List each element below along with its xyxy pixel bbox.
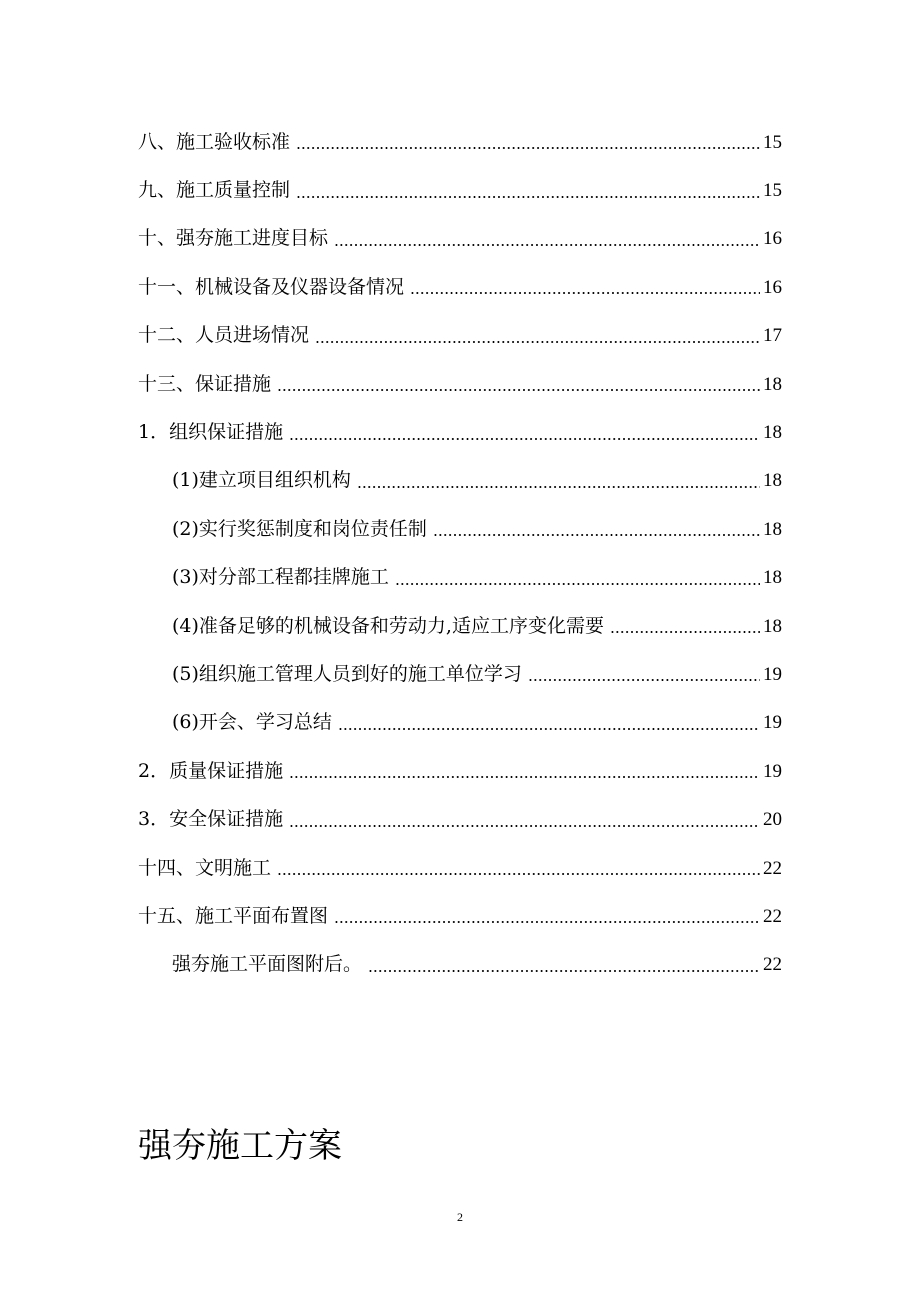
toc-entry[interactable] — [138, 118, 782, 166]
toc-leader-dots — [357, 486, 760, 488]
toc-entry-page: 16 — [763, 228, 782, 250]
toc-subentry[interactable] — [138, 602, 782, 650]
page-number: 2 — [457, 1210, 463, 1224]
toc-entry-title: 十五、施工平面布置图 — [138, 904, 329, 927]
toc-entry-page: 15 — [763, 131, 782, 153]
toc-entry[interactable] — [138, 892, 782, 940]
toc-entry-title: 八、施工验收标准 — [138, 130, 291, 153]
toc-subentry[interactable] — [138, 554, 782, 602]
toc-entry[interactable] — [138, 360, 782, 408]
toc-leader-dots — [289, 825, 760, 827]
toc-entry-title: (3)对分部工程都挂牌施工 — [172, 566, 389, 589]
toc-subentry[interactable] — [138, 699, 782, 747]
toc-entry-page: 18 — [763, 373, 782, 395]
toc-entry[interactable] — [138, 747, 782, 795]
toc-leader-dots — [296, 147, 760, 149]
toc-entry[interactable] — [138, 408, 782, 456]
toc-subentry[interactable] — [138, 941, 782, 989]
table-of-contents — [138, 118, 782, 989]
toc-entry-title: 2．质量保证措施 — [138, 759, 284, 782]
toc-entry[interactable] — [138, 312, 782, 360]
toc-leader-dots — [289, 776, 760, 778]
toc-entry-page: 18 — [763, 470, 782, 492]
toc-leader-dots — [528, 679, 760, 681]
toc-entry-page: 18 — [763, 422, 782, 444]
toc-leader-dots — [338, 728, 760, 730]
toc-entry-title: (5)组织施工管理人员到好的施工单位学习 — [172, 662, 522, 685]
toc-entry-page: 18 — [763, 518, 782, 540]
toc-leader-dots — [289, 438, 760, 440]
toc-leader-dots — [334, 921, 760, 923]
toc-subentry[interactable] — [138, 505, 782, 553]
toc-entry-page: 22 — [763, 954, 782, 976]
toc-subentry[interactable] — [138, 457, 782, 505]
toc-entry-title: (1)建立项目组织机构 — [172, 469, 351, 492]
toc-entry-page: 20 — [763, 809, 782, 831]
toc-entry-page: 18 — [763, 615, 782, 637]
toc-leader-dots — [277, 389, 760, 391]
toc-entry-page: 22 — [763, 857, 782, 879]
toc-entry-title: 十二、人员进场情况 — [138, 324, 310, 347]
toc-entry[interactable] — [138, 215, 782, 263]
toc-entry[interactable] — [138, 166, 782, 214]
toc-entry[interactable] — [138, 263, 782, 311]
toc-entry-page: 17 — [763, 325, 782, 347]
toc-entry-title: 1．组织保证措施 — [138, 421, 284, 444]
toc-entry-title: 九、施工质量控制 — [138, 179, 291, 202]
toc-entry-page: 19 — [763, 663, 782, 685]
section-heading: 强夯施工方案 — [138, 1126, 342, 1166]
toc-entry-title: 3．安全保证措施 — [138, 808, 284, 831]
toc-leader-dots — [368, 970, 760, 972]
toc-entry-title: 十三、保证措施 — [138, 372, 272, 395]
toc-entry-title: (6)开会、学习总结 — [172, 711, 332, 734]
toc-subentry[interactable] — [138, 650, 782, 698]
toc-leader-dots — [277, 873, 760, 875]
toc-leader-dots — [296, 196, 760, 198]
toc-entry-page: 19 — [763, 712, 782, 734]
toc-entry-title: 十四、文明施工 — [138, 856, 272, 879]
toc-entry-title: 十、强夯施工进度目标 — [138, 227, 329, 250]
toc-entry-page: 22 — [763, 905, 782, 927]
toc-entry-title: 十一、机械设备及仪器设备情况 — [138, 275, 405, 298]
toc-entry-page: 16 — [763, 276, 782, 298]
toc-entry-title: 强夯施工平面图附后。 — [172, 953, 363, 976]
toc-leader-dots — [334, 244, 760, 246]
toc-entry-page: 15 — [763, 180, 782, 202]
toc-entry-title: (4)准备足够的机械设备和劳动力,适应工序变化需要 — [172, 614, 604, 637]
toc-entry-title: (2)实行奖惩制度和岗位责任制 — [172, 517, 427, 540]
toc-entry[interactable] — [138, 795, 782, 843]
toc-leader-dots — [610, 631, 760, 633]
toc-leader-dots — [315, 341, 760, 343]
toc-leader-dots — [433, 534, 760, 536]
toc-leader-dots — [395, 583, 760, 585]
toc-entry-page: 18 — [763, 567, 782, 589]
toc-entry-page: 19 — [763, 760, 782, 782]
toc-entry[interactable] — [138, 844, 782, 892]
toc-leader-dots — [410, 292, 760, 294]
